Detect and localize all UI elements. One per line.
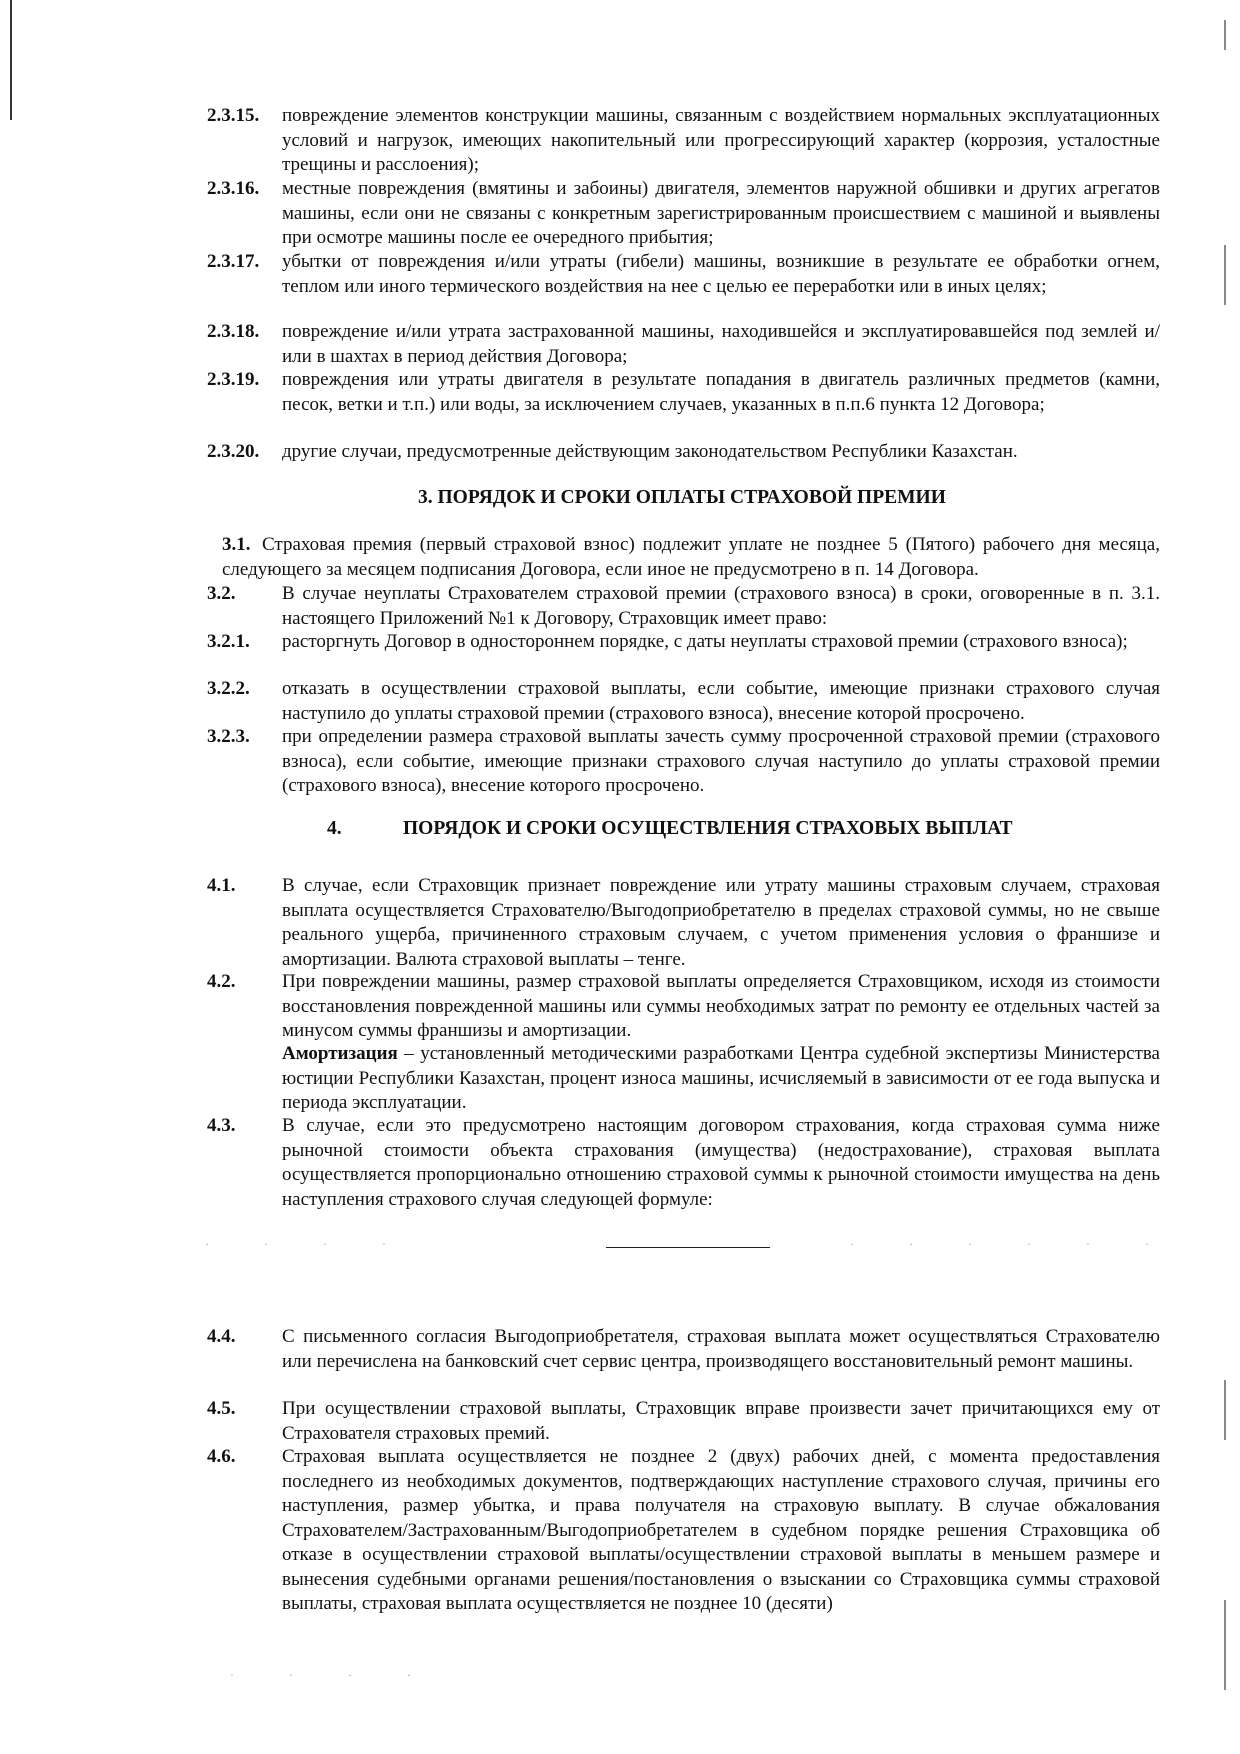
clause-text: повреждение и/или утрата застрахованной машины, находившейся и эксплуатировавшейся под землей и/или в шахтах в период действия Договора; bbox=[282, 321, 1160, 367]
scan-margin-mark bbox=[1224, 245, 1226, 305]
clause-text: повреждения или утраты двигателя в результате попадания в двигатель различных предметов (камни, песок, ветки и т.п.) или воды, за исключением случаев, указанных в п.п.6 пункта 12 Договора; bbox=[282, 369, 1160, 415]
section-4-heading: ПОРЯДОК И СРОКИ ОСУЩЕСТВЛЕНИЯ СТРАХОВЫХ ВЫПЛАТ bbox=[403, 818, 1013, 839]
scan-noise: · · · · · · bbox=[850, 1237, 1175, 1251]
clause-number: 4.3. bbox=[207, 1115, 236, 1136]
clause-number: 2.3.20. bbox=[207, 441, 260, 462]
scan-noise: · · · · bbox=[205, 1237, 412, 1251]
clause-number: 4.5. bbox=[207, 1398, 236, 1419]
clause-number: 2.3.19. bbox=[207, 369, 260, 390]
clause-text: повреждение элементов конструкции машины, связанным с воздействием нормальных эксплуатационных условий и нагрузок, имеющих накопительный или прогрессирующий характер (коррозия, усталостные трещины и расслоения); bbox=[282, 105, 1160, 175]
clause-text: При повреждении машины, размер страховой выплаты определяется Страховщиком, исходя из стоимости восстановления поврежденной машины или суммы необходимых затрат по ремонту ее отдельных частей за минусом суммы франшизы и амортизации. bbox=[282, 971, 1160, 1041]
clause-text: При осуществлении страховой выплаты, Страховщик вправе произвести зачет причитающихся ему от Страхователя страховых премий. bbox=[282, 1398, 1160, 1444]
section-4-heading-number: 4. bbox=[327, 818, 342, 839]
clause-number: 4.4. bbox=[207, 1326, 236, 1347]
clause-text: В случае, если это предусмотрено настоящим договором страхования, когда страховая сумма ниже рыночной стоимости объекта страхования (имущества) (недострахование), страховая выплата осуществляется пропорционально отношению страховой суммы к рыночной стоимости имущества на день наступления страхового случая следующей формуле: bbox=[282, 1115, 1160, 1210]
clause-text: убытки от повреждения и/или утраты (гибели) машины, возникшие в результате ее обработки огнем, теплом или иного термического воздействия на нее с целью ее переработки или в иных целях; bbox=[282, 251, 1160, 297]
definition-text bbox=[282, 1042, 1160, 1116]
clause-text: В случае, если Страховщик признает повреждение или утрату машины страховым случаем, страховая выплата осуществляется Страхователю/Выгодоприобретателю в пределах страховой суммы, но не свыше реального ущерба, причиненного страховым случаем, с учетом применения условия о франшизе и амортизации. Валюта страховой выплаты – тенге. bbox=[282, 875, 1160, 970]
formula-fraction-line bbox=[606, 1247, 770, 1248]
clause-number: 2.3.15. bbox=[207, 105, 260, 126]
scan-margin-mark bbox=[1224, 20, 1226, 50]
scan-margin-mark bbox=[1224, 1380, 1226, 1440]
scan-margin-mark bbox=[1224, 1600, 1226, 1690]
clause-text: расторгнуть Договор в одностороннем порядке, с даты неуплаты страховой премии (страхового взноса); bbox=[282, 631, 1128, 652]
scan-noise: · · · · bbox=[230, 1668, 437, 1682]
clause-text: отказать в осуществлении страховой выплаты, если событие, имеющие признаки страхового случая наступило до уплаты страховой премии (страхового взноса), внесение которой просрочено. bbox=[282, 678, 1160, 724]
clause-text: при определении размера страховой выплаты зачесть сумму просроченной страховой премии (страхового взноса), если событие, имеющие признаки страхового случая наступило до уплаты страховой премии (страхового взноса), внесение которого просрочено. bbox=[282, 726, 1160, 796]
clause-number: 2.3.18. bbox=[207, 321, 260, 342]
clause-number: 3.2.2. bbox=[207, 678, 250, 699]
clause-number: 3.2.3. bbox=[207, 726, 250, 747]
clause-number: 2.3.16. bbox=[207, 178, 260, 199]
section-3-heading: 3. ПОРЯДОК И СРОКИ ОПЛАТЫ СТРАХОВОЙ ПРЕМИИ bbox=[418, 487, 946, 508]
clause-number: 3.2. bbox=[207, 583, 236, 604]
clause-text: местные повреждения (вмятины и забоины) двигателя, элементов наружной обшивки и других агрегатов машины, если они не связаны с конкретным зарегистрированным происшествием с машиной и выявлены при осмотре машины после ее очередного прибытия; bbox=[282, 178, 1160, 248]
definition-body: – установленный методическими разработками Центра судебной экспертизы Министерства юстиции Республики Казахстан, процент износа машины, исчисляемый в зависимости от ее года выпуска и периода эксплуатации. bbox=[282, 1043, 1160, 1113]
clause-number: 4.1. bbox=[207, 875, 236, 896]
clause-number: 3.2.1. bbox=[207, 631, 250, 652]
scan-edge-mark bbox=[10, 0, 12, 120]
clause-number: 4.2. bbox=[207, 971, 236, 992]
clause-number: 3.1. bbox=[222, 534, 251, 555]
clause-number: 4.6. bbox=[207, 1446, 236, 1467]
clause-text: В случае неуплаты Страхователем страховой премии (страхового взноса) в сроки, оговоренные в п. 3.1. настоящего Приложений №1 к Договору, Страховщик имеет право: bbox=[282, 583, 1160, 629]
clause-number: 2.3.17. bbox=[207, 251, 260, 272]
clause-text: Страховая выплата осуществляется не позднее 2 (двух) рабочих дней, с момента предоставления последнего из необходимых документов, подтверждающих наступление страхового случая, причины его наступления, размер убытка, и права получателя на страховую выплату. В случае обжалования Страхователем/Застрахованным/Выгодоприобретателем в судебном порядке решения Страховщика об отказе в осуществлении страховой выплаты/осуществлении страховой выплаты в меньшем размере и вынесения судебными органами решения/постановления о взыскании со Страховщика суммы страховой выплаты, страховая выплата осуществляется не позднее 10 (десяти) bbox=[282, 1446, 1160, 1614]
clause-text: С письменного согласия Выгодоприобретателя, страховая выплата может осуществляться Страхователю или перечислена на банковский счет сервис центра, производящего восстановительный ремонт машины. bbox=[282, 1326, 1160, 1372]
clause-text: другие случаи, предусмотренные действующим законодательством Республики Казахстан. bbox=[282, 441, 1018, 462]
definition-term: Амортизация bbox=[282, 1043, 398, 1064]
clause-text: Страховая премия (первый страховой взнос) подлежит уплате не позднее 5 (Пятого) рабочего дня месяца, следующего за месяцем подписания Договора, если иное не предусмотрено в п. 14 Договора. bbox=[222, 534, 1160, 580]
